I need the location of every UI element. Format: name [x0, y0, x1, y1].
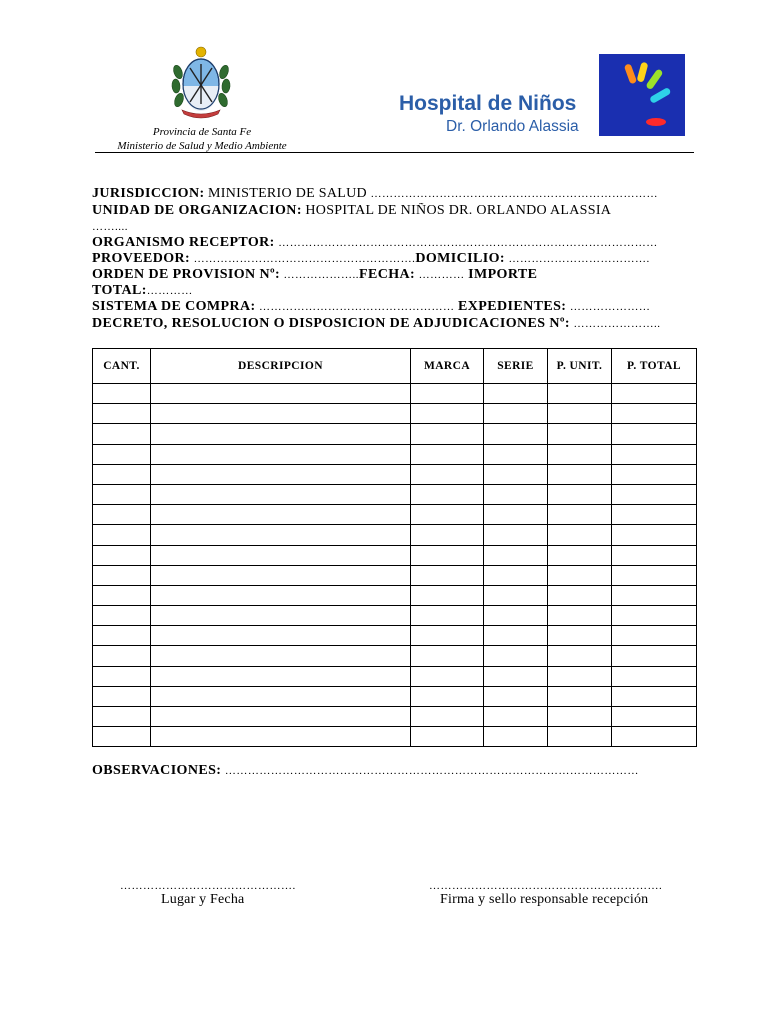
table-cell — [484, 666, 548, 686]
table-cell — [151, 707, 411, 727]
importe-label: IMPORTE — [468, 267, 538, 282]
table-cell — [484, 525, 548, 545]
domicilio-dots: ………………………………. — [508, 253, 650, 265]
table-cell — [548, 464, 612, 484]
table-cell — [548, 424, 612, 444]
orden-dots: ……………….. — [283, 269, 360, 281]
organismo-label: ORGANISMO RECEPTOR: — [92, 235, 275, 250]
proveedor-dots: …………………………………………………. — [193, 253, 416, 265]
observaciones-label: OBSERVACIONES: — [92, 763, 222, 778]
field-jurisdiccion — [92, 186, 696, 202]
table-cell — [548, 626, 612, 646]
lugar-fecha-line: ………………………………………. — [120, 880, 296, 892]
table-cell — [612, 464, 697, 484]
table-cell — [548, 484, 612, 504]
table-cell — [484, 727, 548, 747]
table-cell — [93, 404, 151, 424]
table-cell — [411, 646, 484, 666]
table-row — [93, 464, 697, 484]
observaciones-dots: ……………………………………………………………………………………………… — [224, 765, 639, 777]
organismo-dots: ……………………………………………………………………………………… — [278, 237, 658, 249]
jurisdiccion-dots: ………………………………………………………………… — [370, 188, 658, 200]
unidad-dots: …….... — [92, 221, 128, 233]
table-cell — [411, 686, 484, 706]
table-row — [93, 606, 697, 626]
table-cell — [484, 686, 548, 706]
table-cell — [93, 646, 151, 666]
table-cell — [484, 707, 548, 727]
table-cell — [151, 484, 411, 504]
table-cell — [548, 565, 612, 585]
table-row — [93, 424, 697, 444]
table-cell — [411, 565, 484, 585]
table-cell — [548, 646, 612, 666]
table-cell — [548, 384, 612, 404]
table-cell — [151, 646, 411, 666]
table-cell — [484, 464, 548, 484]
header-divider — [95, 152, 694, 153]
table-cell — [93, 525, 151, 545]
table-cell — [612, 707, 697, 727]
table-cell — [93, 384, 151, 404]
table-cell — [151, 444, 411, 464]
table-cell — [151, 424, 411, 444]
table-cell — [612, 545, 697, 565]
table-cell — [411, 545, 484, 565]
province-name: Provincia de Santa Fe — [152, 126, 252, 138]
table-cell — [151, 626, 411, 646]
table-row — [93, 646, 697, 666]
expedientes-dots: ………………… — [569, 301, 651, 313]
table-cell — [151, 686, 411, 706]
domicilio-label: DOMICILIO: — [415, 251, 505, 266]
table-cell — [93, 707, 151, 727]
hospital-hand-logo-icon — [599, 54, 685, 136]
table-cell — [548, 666, 612, 686]
table-cell — [612, 484, 697, 504]
table-cell — [93, 565, 151, 585]
table-row — [93, 727, 697, 747]
table-cell — [484, 424, 548, 444]
table-cell — [93, 505, 151, 525]
table-cell — [411, 525, 484, 545]
firma-sello-line: ……………………………………………………. — [429, 880, 663, 892]
table-cell — [548, 606, 612, 626]
table-cell — [411, 424, 484, 444]
table-cell — [484, 484, 548, 504]
table-cell — [484, 646, 548, 666]
table-cell — [484, 606, 548, 626]
table-cell — [484, 384, 548, 404]
field-proveedor — [92, 251, 696, 267]
field-sistema — [92, 299, 696, 315]
lugar-fecha-label: Lugar y Fecha — [161, 892, 245, 907]
table-cell — [411, 384, 484, 404]
table-row — [93, 707, 697, 727]
table-cell — [93, 626, 151, 646]
table-cell — [411, 626, 484, 646]
table-cell — [411, 727, 484, 747]
table-cell — [93, 424, 151, 444]
table-row — [93, 585, 697, 605]
table-cell — [548, 707, 612, 727]
fecha-dots: ………… — [418, 269, 465, 281]
field-total — [92, 283, 696, 299]
table-cell — [548, 525, 612, 545]
table-row — [93, 404, 697, 424]
jurisdiccion-value: MINISTERIO DE SALUD — [208, 186, 367, 201]
sistema-label: SISTEMA DE COMPRA: — [92, 299, 256, 314]
table-cell — [612, 444, 697, 464]
table-row — [93, 565, 697, 585]
table-cell — [548, 585, 612, 605]
table-cell — [484, 565, 548, 585]
table-cell — [151, 666, 411, 686]
table-row — [93, 545, 697, 565]
table-cell — [548, 505, 612, 525]
column-header-marca: MARCA — [411, 349, 484, 384]
table-cell — [612, 666, 697, 686]
table-cell — [93, 727, 151, 747]
table-cell — [484, 505, 548, 525]
table-cell — [93, 686, 151, 706]
hospital-name: Hospital de Niños — [399, 92, 577, 115]
table-row — [93, 444, 697, 464]
column-header-cant: CANT. — [93, 349, 151, 384]
table-body — [93, 384, 697, 747]
table-cell — [93, 484, 151, 504]
unidad-value: HOSPITAL DE NIÑOS DR. ORLANDO ALASSIA — [305, 203, 612, 218]
table-cell — [548, 686, 612, 706]
table-cell — [548, 404, 612, 424]
field-observaciones — [92, 763, 696, 779]
field-organismo — [92, 235, 696, 251]
jurisdiccion-label: JURISDICCION: — [92, 186, 205, 201]
total-dots: ………… — [146, 285, 193, 297]
column-header-p-unit: P. UNIT. — [548, 349, 612, 384]
table-cell — [612, 384, 697, 404]
table-cell — [93, 444, 151, 464]
table-cell — [484, 545, 548, 565]
table-cell — [93, 545, 151, 565]
column-header-descripcion: DESCRIPCION — [151, 349, 411, 384]
table-cell — [612, 686, 697, 706]
table-cell — [411, 464, 484, 484]
total-label: TOTAL: — [92, 283, 147, 298]
table-row — [93, 484, 697, 504]
table-cell — [612, 606, 697, 626]
table-cell — [612, 727, 697, 747]
field-unidad — [92, 203, 696, 219]
table-cell — [484, 585, 548, 605]
santa-fe-crest-icon — [168, 44, 234, 120]
table-cell — [411, 666, 484, 686]
table-cell — [612, 626, 697, 646]
table-cell — [411, 444, 484, 464]
table-cell — [93, 606, 151, 626]
table-cell — [151, 545, 411, 565]
table-cell — [612, 525, 697, 545]
table-cell — [411, 484, 484, 504]
table-cell — [612, 404, 697, 424]
table-cell — [151, 606, 411, 626]
field-orden — [92, 267, 696, 283]
table-cell — [151, 384, 411, 404]
table-cell — [93, 666, 151, 686]
table-cell — [484, 626, 548, 646]
table-cell — [411, 585, 484, 605]
table-cell — [151, 505, 411, 525]
table-cell — [484, 404, 548, 424]
table-row — [93, 505, 697, 525]
table-cell — [612, 585, 697, 605]
table-cell — [151, 464, 411, 484]
table-cell — [151, 585, 411, 605]
hospital-subtitle: Dr. Orlando Alassia — [446, 118, 579, 135]
table-cell — [484, 444, 548, 464]
firma-sello-label: Firma y sello responsable recepción — [440, 892, 649, 907]
table-cell — [411, 606, 484, 626]
orden-label: ORDEN DE PROVISION Nº: — [92, 267, 281, 282]
sistema-dots: …………………………………………… — [259, 301, 455, 313]
ministry-caption — [95, 125, 309, 153]
table-cell — [548, 727, 612, 747]
expedientes-label: EXPEDIENTES: — [458, 299, 567, 314]
table-cell — [548, 444, 612, 464]
table-cell — [612, 565, 697, 585]
decreto-label: DECRETO, RESOLUCION O DISPOSICION DE ADJUDICACIONES Nº: — [92, 316, 570, 331]
field-decreto — [92, 316, 696, 332]
table-cell — [612, 505, 697, 525]
table-row — [93, 384, 697, 404]
table-row — [93, 626, 697, 646]
fecha-label: FECHA: — [359, 267, 416, 282]
table-cell — [612, 424, 697, 444]
decreto-dots: ………………….. — [573, 318, 661, 330]
unidad-label: UNIDAD DE ORGANIZACION: — [92, 203, 302, 218]
ministry-name: Ministerio de Salud y Medio Ambiente — [117, 140, 287, 152]
table-header-row — [93, 349, 697, 384]
items-table — [92, 348, 697, 747]
table-cell — [411, 505, 484, 525]
table-cell — [612, 646, 697, 666]
column-header-serie: SERIE — [484, 349, 548, 384]
table-cell — [411, 404, 484, 424]
table-cell — [93, 464, 151, 484]
proveedor-label: PROVEEDOR: — [92, 251, 191, 266]
table-cell — [151, 404, 411, 424]
table-cell — [93, 585, 151, 605]
field-unidad-continued — [92, 219, 696, 235]
table-cell — [411, 707, 484, 727]
table-cell — [548, 545, 612, 565]
table-row — [93, 666, 697, 686]
column-header-p-total: P. TOTAL — [612, 349, 697, 384]
table-cell — [151, 727, 411, 747]
table-row — [93, 525, 697, 545]
table-cell — [151, 525, 411, 545]
table-cell — [151, 565, 411, 585]
table-row — [93, 686, 697, 706]
